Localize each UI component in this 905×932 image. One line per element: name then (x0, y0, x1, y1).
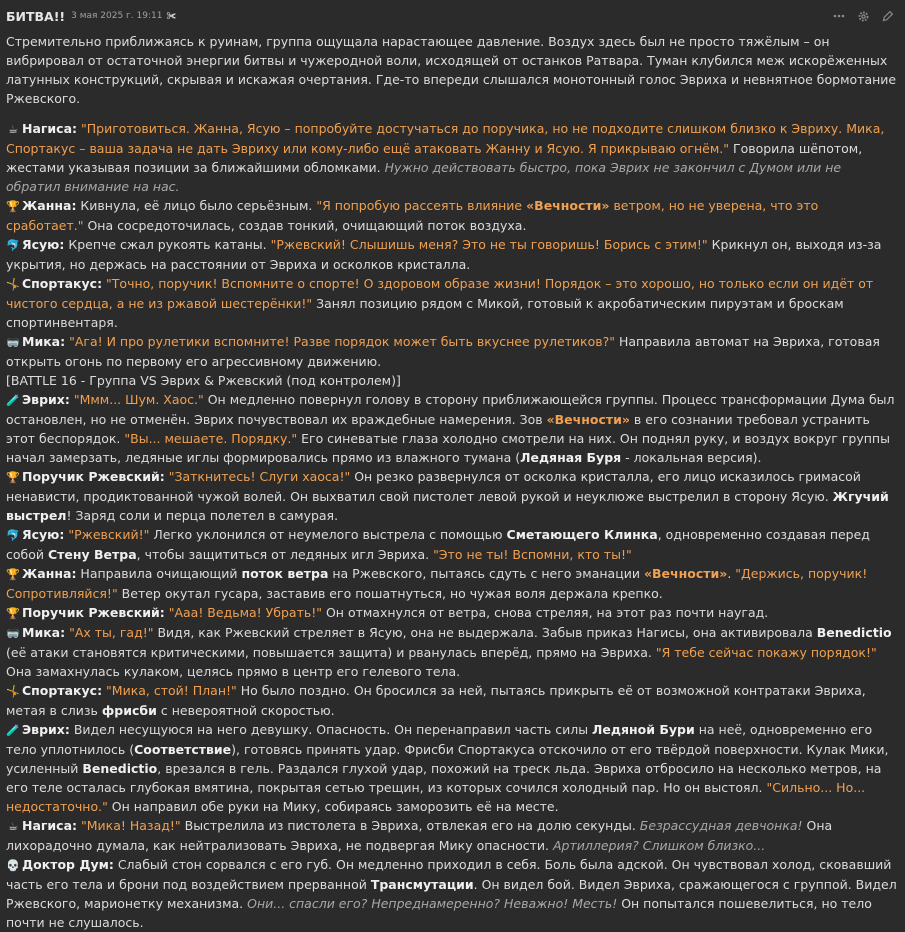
dialogue-line (6, 196, 897, 235)
character-name: Жанна: (22, 566, 77, 581)
dialogue-segment: Занял позицию рядом с Микой, готовый к акробатическим пируэтам и броскам спортинвентаря. (6, 296, 844, 330)
dialogue-segment: , врезался в гель. Раздался глухой удар, похожий на треск льда. Эвриха отбросило на несколько метров, на его теле осталась глубокая вмятина, покрытая сетью трещин, из которых сочился холодный пар. Но он выстоял. (6, 761, 882, 795)
dialogue-segment: в его сознании требовал устранить этот беспорядок. (6, 412, 870, 446)
dialogue-segment: Ледяная Буря (520, 450, 622, 465)
dialogue-segment: "Ммм... Шум. Хаос." (69, 392, 204, 407)
dialogue-segment: Крикнул он, выходя из-за укрытия, но держась на расстоянии от Эвриха и осколков кристалла. (6, 237, 882, 272)
dialogue-segment: "Держись, поручик! Сопротивляйся!" (6, 566, 868, 601)
post-header (6, 0, 897, 32)
dialogue-segment: Нужно действовать быстро, пока Эврих не закончил с Думом или не обратил внимание на нас. (6, 160, 842, 194)
dialogue-line (6, 274, 897, 332)
character-icon: 🤸 (6, 278, 20, 291)
dialogue-segment: . (727, 566, 736, 581)
dialogue-line (6, 467, 897, 525)
dialogue-segment: Он направил обе руки на Мику, собираясь заморозить её на месте. (107, 799, 559, 814)
dialogue-segment: Слабый стон сорвался с его губ. Он медленно приходил в себя. Боль была адской. Он чувствовал холод, сковавший часть его тела и брони под воздействием прерванной (6, 857, 892, 892)
dialogue-segment: с невероятной скоростью. (156, 703, 335, 718)
dialogue-segment: Безрассудная девчонка! (639, 818, 803, 833)
dialogue-segment: . Он видел бой. Видел Эвриха, сражающегося с группой. Видел Ржевского, марионетку механизма. (6, 877, 897, 911)
dialogue-line (6, 681, 897, 720)
dialogue-segment: - локальная версия). (621, 450, 762, 465)
dialogue-segment: "Ржевский!" (64, 527, 150, 542)
dialogue-line (6, 623, 897, 681)
dialogue-segment: Направила автомат на Эвриха, готовая открыть огонь по первому его агрессивному движению. (6, 334, 880, 369)
dialogue-segment: поток ветра (241, 566, 329, 581)
character-name: Поручик Ржевский: (22, 469, 165, 484)
pencil-icon[interactable] (879, 8, 895, 24)
dialogue-segment: "Это не ты! Вспомни, кто ты!" (433, 547, 632, 562)
dialogue-segment: Benedictio (82, 761, 158, 776)
dialogue-segment: фрисби (101, 703, 157, 718)
dialogue-segment: "Сильно... Но... недостаточно." (6, 780, 866, 814)
dialogue-segment: Выстрелила из пистолета в Эвриха, отвлекая его на долю секунды. (180, 818, 640, 833)
dialogue-line (6, 119, 897, 196)
character-name: Ясую: (22, 237, 65, 252)
dialogue-segment: Она сосредоточилась, создав тонкий, очищающий поток воздуха. (83, 218, 527, 233)
dialogue-segment: «Вечности» (546, 412, 630, 427)
dialogue-line (6, 603, 897, 623)
dialogue-segment: "Приготовиться. Жанна, Ясую – попробуйте достучаться до поручика, но не подходите слишком близко к Эвриху. Мика, Спортакус – ваша задача не дать Эвриху или кому-либо ещё атаковать Жанну и Ясую. Я прикрываю огнём." (6, 121, 885, 156)
dialogue-segment: Трансмутации (370, 877, 474, 892)
character-icon: 🥽 (6, 336, 20, 349)
dialogue-segment: Сметающего Клинка (506, 527, 658, 542)
dialogue-segment: "Заткнитесь! Слуги хаоса!" (164, 469, 351, 484)
dialogue-segment: (её атаки становятся критическими, повышается защита) и рванулась вперёд, прямо на Эвриха. (6, 645, 656, 660)
dialogue-segment: "Ржевский! Слышишь меня? Это не ты говоришь! Борись с этим!" (270, 237, 708, 252)
character-icon: 🏆 (6, 471, 20, 484)
character-icon: 🏆 (6, 607, 20, 620)
dialogue-segment: Benedictio (816, 625, 892, 640)
character-icon: ☕ (8, 820, 18, 833)
character-name: Нагиса: (22, 818, 78, 833)
dialogue-segment: Он отмахнулся от ветра, снова стреляя, на этот раз почти наугад. (321, 605, 769, 620)
dialogue-segment: Он попытался пошевелиться, но тело почти не слушалось. (6, 896, 872, 930)
character-icon: ☕ (8, 123, 18, 136)
dialogue-segment: Кивнула, её лицо было серьёзным. (76, 198, 317, 213)
character-icon: 🏆 (6, 200, 20, 213)
character-name: Жанна: (22, 198, 77, 213)
character-icon: 🏆 (6, 568, 20, 581)
dialogue-segment: "Ага! И про рулетики вспомните! Разве порядок может быть вкуснее рулетиков?" (65, 334, 615, 349)
dialogue-line (6, 235, 897, 274)
scissors-icon[interactable]: ✀ (166, 10, 177, 22)
post-date: 3 мая 2025 г. 19:11 (71, 10, 163, 21)
dialogue-segment: Они... спасли его? Непреднамеренно? Неважно! Месть! (247, 896, 618, 911)
battle-title: [BATTLE 16 - Группа VS Эврих & Ржевский (под контролем)] (6, 373, 401, 388)
dialogue-part-1 (6, 119, 897, 371)
dialogue-segment: Видя, как Ржевский стреляет в Ясую, она не выдержала. Забыв приказ Нагисы, она активировала (153, 625, 817, 640)
character-name: Эврих: (22, 392, 70, 407)
character-icon: 💀 (6, 859, 20, 872)
dialogue-line (6, 525, 897, 564)
character-icon: 🥽 (6, 627, 20, 640)
dialogue-line (6, 564, 897, 603)
dialogue-segment: "Точно, поручик! Вспомните о спорте! О здоровом образе жизни! Порядок – это хорошо, но только если он идёт от чистого сердца, а не из ржавой шестерёнки!" (6, 276, 874, 311)
dialogue-segment: Стену Ветра (47, 547, 137, 562)
character-icon: 🧪 (6, 394, 20, 407)
dialogue-segment: ! Заряд соли и перца полетел в самурая. (66, 508, 339, 523)
dialogue-segment: "Я попробую рассеять влияние (316, 198, 527, 213)
intro-paragraph: Стремительно приближаясь к руинам, группа ощущала нарастающее давление. Воздух здесь был не просто тяжёлым – он вибрировал от остаточной энергии битвы и чужеродной воли, исходящей от останков Ратвара. Туман клубился меж искорёженных латунных конструкций, скрывая и искажая очертания. Где-то впереди слышался монотонный голос Эвриха и невнятное бормотание Ржевского. (6, 34, 897, 106)
dialogue-segment: Жгучий выстрел (6, 489, 889, 523)
character-name: Доктор Дум: (22, 857, 114, 872)
dialogue-segment: Видел несущуюся на него девушку. Опасность. Он перенаправил часть силы (69, 722, 593, 737)
dialogue-segment: Говорила шёпотом, жестами указывая позиции за ближайшими обломками. (6, 141, 863, 175)
character-icon: 🐬 (6, 239, 20, 252)
dialogue-segment: "Мика! Назад!" (77, 818, 181, 833)
dialogue-segment: Соответствие (134, 742, 232, 757)
character-name: Поручик Ржевский: (22, 605, 165, 620)
dialogue-segment: ветром, но не уверена, что это сработает." (6, 198, 819, 233)
character-name: Эврих: (22, 722, 70, 737)
dialogue-line (6, 816, 897, 855)
dialogue-part-2 (6, 390, 897, 932)
character-icon: 🐬 (6, 529, 20, 542)
dialogue-segment: Он резко развернулся от осколка кристалла, его лицо исказилось гримасой ненависти, продиктованной чужой волей. Он выхватил свой пистолет левой рукой и неуклюже выстрелил в сторону Ясую. (6, 469, 861, 504)
dialogue-segment: , чтобы защититься от ледяных игл Эвриха. (136, 547, 434, 562)
dialogue-segment: Она лихорадочно думала, как нейтрализовать Эвриха, не подвергая Мику опасности. (6, 818, 833, 853)
dialogue-segment: Артиллерия? Слишком близко... (553, 838, 766, 853)
dialogue-segment: "Ах ты, гад!" (65, 625, 154, 640)
dialogue-segment: Легко уклонился от неумелого выстрела с помощью (149, 527, 507, 542)
character-icon: 🧪 (6, 724, 20, 737)
header-actions (831, 8, 895, 24)
dialogue-segment: Но было поздно. Он бросился за ней, пытаясь прикрыть её от возможной контратаки Эвриха, метая в слизь (6, 683, 866, 718)
dialogue-segment: ), готовясь принять удар. Фрисби Спортакуса отскочило от его твёрдой поверхности. Кулак Мики, усиленный (6, 742, 889, 776)
dialogue-segment: «Вечности» (643, 566, 728, 581)
post-title: БИТВА!! (6, 8, 66, 24)
dialogue-line (6, 332, 897, 371)
post-content (6, 32, 897, 932)
character-name: Мика: (22, 334, 66, 349)
dialogue-segment: "Ааа! Ведьма! Убрать!" (164, 605, 322, 620)
dialogue-segment: , одновременно создавая перед собой (6, 527, 870, 562)
character-name: Нагиса: (22, 121, 78, 136)
character-name: Мика: (22, 625, 66, 640)
dialogue-segment: на неё, одновременно его тело уплотнилось ( (6, 722, 873, 757)
gear-icon[interactable] (855, 8, 871, 24)
dialogue-segment: Он медленно повернул голову в сторону приближающейся группы. Процесс трансформации Дума был остановлен, но не отменён. Эврих почувствовал их враждебные намерения. Зов (6, 392, 895, 427)
dialogue-line (6, 855, 897, 932)
dialogue-segment: Она замахнулась кулаком, целясь прямо в центр его гелевого тела. (6, 664, 461, 679)
dialogue-segment: "Мика, стой! План!" (102, 683, 237, 698)
dialogue-segment: Направила очищающий (76, 566, 242, 581)
dialogue-segment: Его синеватые глаза холодно смотрели на них. Он поднял руку, и воздух вокруг группы начал замерзать, ледяные иглы формировались прямо из влажного тумана ( (6, 431, 890, 465)
dialogue-segment: Ветер окутал гусара, заставив его пошатнуться, но чужая воля держала крепко. (117, 586, 663, 601)
dialogue-line (6, 390, 897, 467)
dialogue-segment: "Вы... мешаете. Порядку." (124, 431, 298, 446)
character-name: Ясую: (22, 527, 65, 542)
character-name: Спортакус: (22, 276, 103, 291)
ellipsis-icon[interactable] (831, 8, 847, 24)
dialogue-line (6, 720, 897, 816)
dialogue-segment: Крепче сжал рукоять катаны. (64, 237, 271, 252)
character-name: Спортакус: (22, 683, 103, 698)
dialogue-segment: "Я тебе сейчас покажу порядок!" (655, 645, 877, 660)
dialogue-segment: на Ржевского, пытаясь сдуть с него эманации (328, 566, 644, 581)
dialogue-segment: Ледяной Бури (592, 722, 695, 737)
dialogue-segment: «Вечности» (526, 198, 610, 213)
character-icon: 🤸 (6, 685, 20, 698)
